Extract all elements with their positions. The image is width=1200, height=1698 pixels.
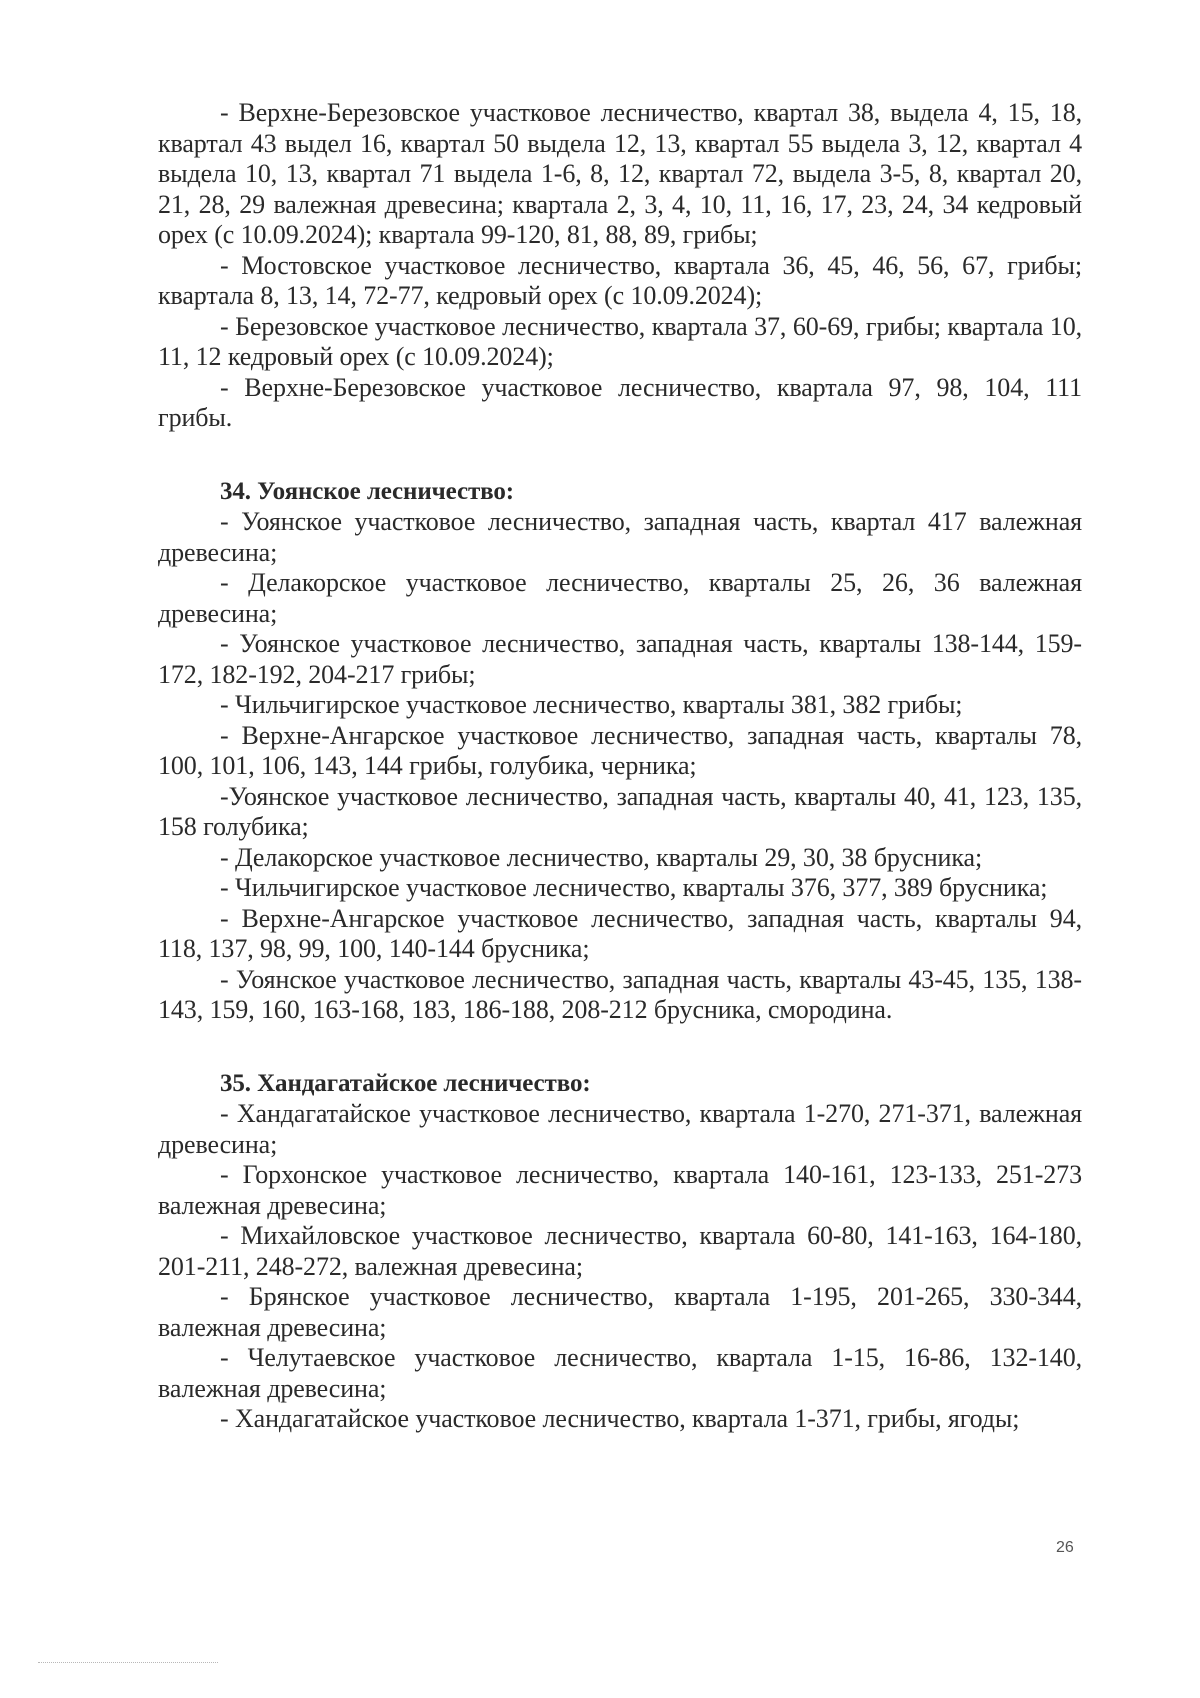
section-heading-34: 34. Уоянское лесничество:	[220, 477, 514, 505]
paragraph: - Михайловское участковое лесничество, квартала 60-80, 141-163, 164-180, 201-211, 248-272, валежная древесина;	[158, 1221, 1082, 1281]
paragraph: - Делакорское участковое лесничество, кварталы 25, 26, 36 валежная древесина;	[158, 568, 1082, 628]
section-heading-35: 35. Хандагатайское лесничество:	[220, 1069, 591, 1097]
paragraph: - Уоянское участковое лесничество, западная часть, квартал 417 валежная древесина;	[158, 507, 1082, 567]
paragraph: - Верхне-Березовское участковое лесничество, квартал 38, выдела 4, 15, 18, квартал 43 выдел 16, квартал 50 выдела 12, 13, квартал 55 выдела 3, 12, квартал 4 выдела 10, 13, квартал 71 выдела 1-6, 8, 12, квартал 72, выдела 3-5, 8, квартал 20, 21, 28, 29 валежная древесина; квартала 2, 3, 4, 10, 11, 16, 17, 23, 24, 34 кедровый орех (с 10.09.2024); квартала 99-120, 81, 88, 89, грибы;	[158, 98, 1082, 249]
scan-artifact-divider	[38, 1662, 218, 1663]
paragraph: - Горхонское участковое лесничество, квартала 140-161, 123-133, 251-273 валежная древесина;	[158, 1160, 1082, 1220]
paragraph: - Хандагатайское участковое лесничество, квартала 1-371, грибы, ягоды;	[220, 1404, 1020, 1433]
document-body	[158, 98, 1082, 1435]
paragraph: - Чильчигирское участковое лесничество, кварталы 376, 377, 389 брусника;	[220, 873, 1048, 902]
paragraph: - Верхне-Березовское участковое лесничество, квартала 97, 98, 104, 111 грибы.	[158, 372, 1082, 432]
paragraph: - Челутаевское участковое лесничество, квартала 1-15, 16-86, 132-140, валежная древесина;	[158, 1343, 1082, 1403]
paragraph: - Верхне-Ангарское участковое лесничество, западная часть, кварталы 78, 100, 101, 106, 143, 144 грибы, голубика, черника;	[158, 720, 1082, 780]
page-number: 26	[1056, 1539, 1074, 1556]
paragraph: - Хандагатайское участковое лесничество, квартала 1-270, 271-371, валежная древесина;	[158, 1099, 1082, 1159]
paragraph: -Уоянское участковое лесничество, западная часть, кварталы 40, 41, 123, 135, 158 голубика;	[158, 781, 1082, 841]
paragraph: - Делакорское участковое лесничество, кварталы 29, 30, 38 брусника;	[220, 842, 983, 872]
section-spacer	[158, 434, 1082, 477]
paragraph: - Уоянское участковое лесничество, западная часть, кварталы 138-144, 159-172, 182-192, 204-217 грибы;	[158, 629, 1082, 689]
paragraph: - Чильчигирское участковое лесничество, кварталы 381, 382 грибы;	[220, 690, 963, 719]
paragraph: - Мостовское участковое лесничество, квартала 36, 45, 46, 56, 67, грибы; квартала 8, 13, 14, 72-77, кедровый орех (с 10.09.2024);	[158, 250, 1082, 310]
paragraph: - Уоянское участковое лесничество, западная часть, кварталы 43-45, 135, 138-143, 159, 160, 163-168, 183, 186-188, 208-212 брусника, смородина.	[158, 964, 1082, 1024]
paragraph: - Брянское участковое лесничество, квартала 1-195, 201-265, 330-344, валежная древесина;	[158, 1282, 1082, 1342]
paragraph: - Березовское участковое лесничество, квартала 37, 60-69, грибы; квартала 10, 11, 12 кедровый орех (с 10.09.2024);	[158, 311, 1082, 371]
paragraph: - Верхне-Ангарское участковое лесничество, западная часть, кварталы 94, 118, 137, 98, 99, 100, 140-144 брусника;	[158, 903, 1082, 963]
section-spacer	[158, 1026, 1082, 1069]
